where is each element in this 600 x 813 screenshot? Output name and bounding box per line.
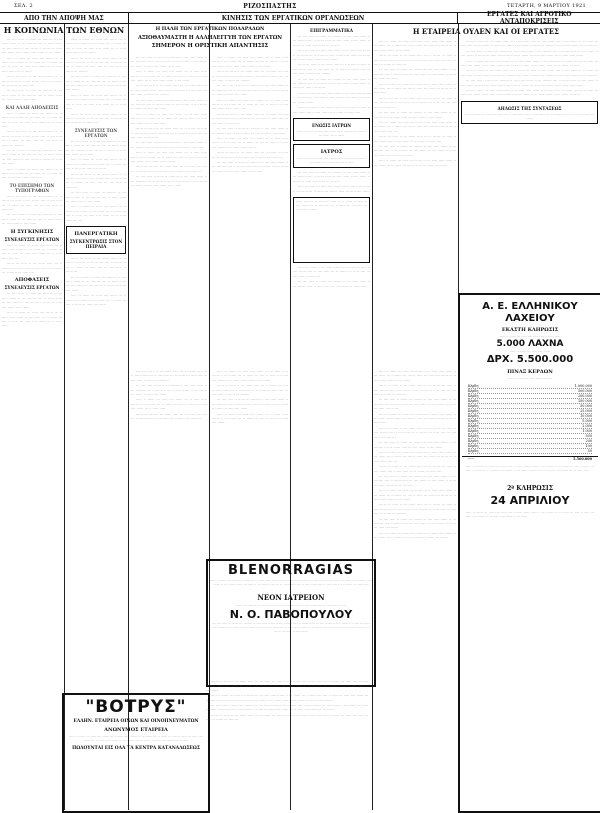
lottery-draw-date: 24 ΑΠΡΙΛΙΟΥ [490, 494, 570, 508]
lottery-row-label: Κέρδη [468, 438, 479, 443]
vatrys-ad: "ΒΟΤΡΥΣ" ΕΛΛΗΝ. ΕΤΑΙΡΕΙΑ ΟΙΝΩΝ ΚΑΙ ΟΙΝΟΠΝΕΥΜΑΤΩΝ ΑΝΩΝΥΜΟΣ ΕΤΑΙΡΕΙΑ ····· ·· ······ ··· ····· ···· ······ ··· ·· ····· ····· ······ ·· ··· ······ ··· ·· ······ ··· ···· ·· ····· ··· ····· ···· ······ ··· ·· ····· ····· ······ ·· ··· ······ ····· ·· ······ ··· ····· ···· ······ ··· ·· ····· ΠΩΛΟΥΝΤΑΙ ΕΙΣ ΟΛΑ ΤΑ ΚΕΝΤΡΑ ΚΑΤΑΝΑΛΩΣΕΩΣ [62, 693, 210, 813]
lottery-sub: ΕΚΑΣΤΗ ΚΛΗΡΩΣΙΣ [501, 327, 559, 333]
subheading: ΤΟ ΕΠΙΣΗΜΟ ΤΩΝ ΤΥΠΟΓΡΑΦΩΝ [9, 182, 55, 193]
lottery-row-label: Κέρδη [468, 443, 479, 448]
lottery-row-value: 200.000 [577, 393, 592, 398]
vatrys-line-3: ΠΩΛΟΥΝΤΑΙ ΕΙΣ ΟΛΑ ΤΑ ΚΕΝΤΡΑ ΚΑΤΑΝΑΛΩΣΕΩΣ [72, 745, 200, 751]
column-6: ····· ·· ······ ··· ····· ···· ······ ··· ·· ····· ····· ······ ·· ··· ······ ··· ·· ······ ··· ···· ·· ····· ··· ····· ···· ······ ··· ·· ····· ····· ······ ·· ··· ······ ······ ··· ····· ·· ··· ······ ····· ··· ·· ······ ··· ····· ·· ···· ······ ···· ·· ···· ····· ··· ·· ······ ··· ····· ···· ··· ···· ····· ·· ······ ··· ········ ··· ···· ····· ·· ······ ··· ········ ·· ···· ····· ······ ·· ··· ········ ···· ·· ······ ····· ··· ···· ······ ·· ···· ······ ·· ······ ··· ····· ···· ······ ····· ·· ······ ··· ····· ···· ······ ··· ·· ····· ····· ······ ·· ··· ······ ··· ·· ······ ··· ···· ·· ····· ··· ····· ···· ······ ··· ·· ····· ····· ······ ··· ····· ·· ··· ······ ····· ··· ·· ······ ··· ····· ·· ···· ······ ···· ·· ···· ····· ··· ·· ······ ··· ····· ···· ··· ···· ····· ·· ······ ··· ··· ···· ····· ·· ······ ··· ········ ·· ···· ····· ······ ·· ··· ········ ···· ·· ······ ····· ··· ···· ······ ·· ···· ······ ····· ·· ······ ··· ····· ···· ······ ··· ·· ····· ····· ······ ·· ··· ······ ··· ·· ······ ··· ···· ·· ····· ··· ····· ···· ······ ··· ·· ····· ····· ···· ··· ······ ··· ····· ·· ··· ······ ····· ··· ·· ······ ··· ····· ·· ···· ······ ···· ·· ···· ····· ··· ·· ······ ··· ····· ···· ··· ···· ····· ·· ······ ··· ········ ·· ···· ····· ······ ·· ··· ········ ···· ·· ······ ····· ··· ···· ······ ·· ···· ······ ·· ······ ··· ····· ···· ······ ··· ·· ····· ····· ·· ······ ··· ····· ···· ······ ··· ·· ····· ····· ······ ·· ··· ······ ··· ·· ······ ··· ···· ·· ····· ··· ····· ···· ······ [374, 40, 456, 168]
column-3-lower: ······ ··· ····· ·· ··· ······ ····· ··· ·· ······ ··· ····· ·· ···· ······ ···· ·· ···· ····· ··· ·· ······ ··· ····· ···· ··· ···· ····· ·· ······ ··· ········ ··· ···· ····· ·· ······ ··· ········ ·· ···· ····· ······ ·· ··· ········ ···· ·· ······ ····· ··· ···· ······ ·· ···· ······ ·· ······ ··· ····· ···· ······ ····· ·· ······ ··· ····· ···· ······ ··· ·· ····· ····· ······ ·· ··· ······ ··· ·· ······ ··· ···· ·· ····· ··· ····· ···· ······ ··· ·· ····· ····· ······ ··· ····· ·· ··· ······ ····· ··· ·· ······ ··· ····· ·· ···· ······ ···· ·· ···· ····· ··· ·· ······ ··· ····· ···· [131, 370, 207, 422]
column-rule [372, 24, 373, 810]
subheading: ΚΑΙ ΑΛΛΗ ΑΠΟΔΕΙΞΙΣ [5, 104, 59, 110]
lottery-total: 5.500.000 [573, 456, 592, 461]
headline-line-3: ΣΗΜΕΡΟΝ Η ΟΡΙΣΤΙΚΗ ΑΠΑΝΤΗΣΙΣ [151, 43, 269, 49]
column-4: ····· ·· ······ ··· ····· ···· ······ ··· ·· ····· ····· ······ ·· ··· ······ ··· ·· ······ ··· ···· ·· ····· ··· ····· ···· ······ ··· ·· ····· ····· ······ ·· ··· ······ ······ ··· ····· ·· ··· ······ ····· ··· ·· ······ ··· ····· ·· ···· ······ ···· ·· ···· ····· ··· ·· ······ ··· ····· ···· ··· ···· ····· ·· ······ ··· ········ ··· ···· ····· ·· ······ ··· ········ ·· ···· ····· ······ ·· ··· ········ ···· ·· ······ ····· ··· ···· ······ ·· ···· ······ ·· ······ ··· ····· ···· ······ ····· ·· ······ ··· ····· ···· ······ ··· ·· ····· ····· ······ ·· ··· ······ ··· ·· ······ ··· ···· ·· ····· ··· ····· ···· ······ ··· ·· ····· ····· ······ ··· ····· ·· ··· ······ ····· ··· ·· ······ ··· ····· ·· ···· ······ ···· ·· ···· ····· ··· ·· ······ ··· ····· ···· ··· ···· ····· ·· ······ ··· ··· ···· ····· ·· ······ ··· ········ ·· ···· ····· ······ ·· ··· ········ ···· ·· ······ ····· ··· ···· ······ ·· ···· ······ ····· ·· ······ ··· ····· ···· ······ ··· ·· ····· ····· ······ ·· ··· ······ ··· ·· ······ ··· ···· ·· ····· ··· ····· ···· ······ ··· ·· ····· ····· ···· ··· ······ ··· ····· ·· ··· ······ ····· ··· ·· ······ ··· ····· ·· ···· ······ ···· ·· ···· ····· ··· ·· ······ ··· ····· ···· ··· ···· ····· ·· ······ ··· ········ ·· ···· ····· ······ ·· ··· ········ ···· ·· ······ ····· ··· ···· ······ ·· ···· ······ ·· ······ ··· ····· ···· ······ ··· ·· ····· [212, 56, 288, 174]
lottery-row-label: Κέρδη [468, 433, 479, 438]
column-3: ··· ···· ····· ·· ······ ··· ········ ·· ···· ····· ······ ·· ··· ········ ···· ·· ······ ····· ··· ···· ······ ·· ···· ······ ·· ······ ··· ····· ···· ······ ··· ·· ····· ····· ·· ······ ··· ····· ···· ······ ··· ·· ····· ····· ······ ·· ··· ······ ··· ·· ······ ··· ···· ·· ····· ··· ····· ···· ······ ··· ·· ····· ····· ······ ·· ··· ······ ······ ··· ····· ·· ··· ······ ····· ··· ·· ······ ··· ····· ·· ···· ······ ···· ·· ···· ····· ··· ·· ······ ··· ····· ···· ··· ···· ····· ·· ······ ··· ········ ··· ···· ····· ·· ······ ··· ········ ·· ···· ····· ······ ·· ··· ········ ···· ·· ······ ····· ··· ···· ······ ·· ···· ······ ·· ······ ··· ····· ···· ······ ····· ·· ······ ··· ····· ···· ······ ··· ·· ····· ····· ······ ·· ··· ······ ··· ·· ······ ··· ···· ·· ····· ··· ····· ···· ······ ··· ·· ····· ····· ······ ··· ····· ·· ··· ······ ····· ··· ·· ······ ··· ····· ·· ···· ······ ···· ·· ···· ····· ··· ·· ······ ··· ····· ···· ··· ···· ····· ·· ······ ··· ··· ···· ····· ·· ······ ··· ········ ·· ···· ····· ······ ·· ··· ········ ···· ·· ······ ····· ··· ···· ······ ·· ···· ······ ····· ·· ······ ··· ····· ···· ······ ··· ·· ····· ····· ······ ·· ··· ······ ··· ·· ······ ··· ···· ·· ····· ··· ····· ···· ······ ··· ·· ····· ····· ···· ··· ······ ··· ····· ·· ··· ······ ····· ··· ·· ······ ··· ····· ·· ···· ······ ···· ·· ···· ····· ··· ·· ······ ··· ····· ···· ··· ···· ····· ·· ······ ··· ········ ·· ···· ····· ······ ·· ··· ········ ···· ·· ······ ····· ··· ···· ······ ·· ···· ······ ·· ······ ··· ····· ···· ······ ··· ·· ····· [131, 56, 207, 188]
column-4-lower: ····· ·· ······ ··· ····· ···· ······ ··· ·· ····· ····· ······ ·· ··· ······ ··· ·· ······ ··· ···· ·· ····· ··· ····· ···· ······ ··· ·· ····· ····· ······ ·· ··· ······ ······ ··· ····· ·· ··· ······ ····· ··· ·· ······ ··· ····· ·· ···· ······ ···· ·· ···· ····· ··· ·· ······ ··· ····· ···· ··· ···· ····· ·· ······ ··· ········ ··· ···· ····· ·· ······ ··· ········ ·· ···· ····· ······ ·· ··· ········ ···· ·· ······ ····· ··· ···· ······ ·· ···· ······ ·· ······ ··· ····· ···· ······ ····· ·· ······ ··· ····· ···· ······ ··· ·· ····· ····· ······ ·· ··· ······ ··· ·· ······ ··· ···· ·· ····· ··· ····· ···· ······ [212, 370, 288, 426]
column-2: ····· ·· ······ ··· ····· ···· ······ ··· ·· ····· ····· ······ ·· ··· ······ ··· ·· ······ ··· ···· ·· ····· ··· ····· ···· ······ ··· ·· ····· ····· ······ ·· ··· ······ ······ ··· ····· ·· ··· ······ ····· ··· ·· ······ ··· ····· ·· ···· ······ ···· ·· ···· ····· ··· ·· ······ ··· ····· ···· ··· ···· ····· ·· ······ ··· ········ ··· ···· ····· ·· ······ ··· ········ ·· ···· ····· ······ ·· ··· ········ ···· ·· ······ ····· ··· ···· ······ ·· ···· ······ ·· ······ ··· ····· ···· ······ ····· ·· ······ ··· ····· ···· ······ ··· ·· ····· ····· ······ ·· ··· ······ ··· ·· ······ ··· ···· ·· ····· ··· ····· ···· ······ ··· ·· ····· ····· ······ ··· ····· ·· ··· ······ ····· ··· ·· ······ ··· ····· ·· ···· ······ ···· ·· ···· ····· ··· ·· ······ ··· ····· ···· ΣΥΝΕΛΕΥΣΙΣ ΤΩΝ ΕΡΓΑΤΩΝ ··· ···· ····· ·· ······ ··· ········ ·· ···· ····· ······ ·· ··· ········ ···· ·· ······ ····· ··· ···· ······ ·· ···· ······ ·· ······ ··· ····· ···· ······ ··· ·· ····· ····· ·· ······ ··· ····· ···· ······ ··· ·· ····· ····· ······ ·· ··· ······ ··· ·· ······ ··· ···· ·· ····· ··· ····· ···· ······ ······ ··· ····· ·· ··· ······ ····· ··· ·· ······ ··· ····· ·· ···· ······ ···· ·· ···· ····· ··· ·· ······ ··· ····· ···· ··· ···· ····· ·· ······ ··· ··· ···· ····· ·· ······ ··· ········ ·· ···· ····· ······ ·· ··· ········ ···· ·· ······ ····· ··· ···· ······ ·· ···· ······ ····· ·· ······ ··· ····· ···· ······ ··· ·· ····· ····· ······ ·· ··· ······ ··· ·· ······ ··· ···· ·· ····· ··· ····· ···· ······ ··· ·· ····· ····· ···· ··· ΠΑΝΕΡΓΑΤΙΚΗ ΣΥΓΚΕΝΤΡΩΣΙΣ ΣΤΟΝ ΠΕΙΡΑΙΑ ······ ··· ····· ·· ··· ······ ····· ··· ·· ······ ··· ····· ·· ···· ······ ···· ·· ···· ····· ··· ·· ······ ··· ····· ···· ··· ···· ····· ·· ······ ··· ··· ···· ····· ·· ······ ··· ········ ·· ···· ····· ······ ·· ··· ········ ···· ·· ······ ····· ··· ···· ······ ·· ···· ······ ·· ······ ··· ····· ···· ······ ····· ·· ······ ··· ····· ···· ······ ··· ·· ····· ····· ······ ·· ··· ······ ··· ·· ······ ··· ···· ·· ····· ··· ····· ···· ······ [66, 38, 126, 308]
subheading: ΑΠΟΦΑΣΕΙΣ [14, 277, 50, 284]
lottery-draw: 2ª ΚΛΗΡΩΣΙΣ [507, 485, 553, 493]
subheading: ΣΥΓΚΕΝΤΡΩΣΙΣ ΣΤΟΝ ΠΕΙΡΑΙΑ [69, 239, 123, 250]
lottery-row-label: Κέρδη [468, 388, 479, 393]
lottery-row-label: Κέρδη [468, 428, 479, 433]
lottery-row-label: Κέρδη [468, 398, 479, 403]
lottery-title: Α. Ε. ΕΛΛΗΝΙΚΟΥ ΛΑΧΕΙΟΥ [482, 301, 578, 324]
lottery-amount-2: ΔΡΧ. 5.500.000 [486, 354, 574, 366]
vatrys-line-2: ΑΝΩΝΥΜΟΣ ΕΤΑΙΡΕΙΑ [104, 726, 168, 733]
vatrys-brand: "ΒΟΤΡΥΣ" [85, 697, 187, 717]
subheading: ΕΠΙΓΡΑΜΜΑΤΙΚΑ [310, 28, 353, 33]
section-bar [0, 13, 600, 24]
lottery-prize-table [462, 382, 598, 456]
newspaper-title: ΡΙΖΟΣΠΑΣΤΗΣ [243, 2, 297, 10]
lottery-total-row: ····· 5.500.000 [462, 456, 598, 461]
lottery-row-label: Κέρδη [468, 423, 479, 428]
lottery-row-label: Κέρδη [468, 383, 479, 388]
ad-title: BLENORRAGIAS [227, 563, 355, 578]
subheading: ΕΝΩΣΙΣ ΙΑΤΡΩΝ [311, 122, 352, 128]
lottery-ad: Α. Ε. ΕΛΛΗΝΙΚΟΥ ΛΑΧΕΙΟΥ ΕΚΑΣΤΗ ΚΛΗΡΩΣΙΣ ····· ·· ······ ··· ····· ···· ······ ··· ·· ····· ····· 5.000 ΛΑΧΝΑ ····· ·· ······ ··· ····· ···· ······ ΔΡΧ. 5.500.000 ΠΙΝΑΞ ΚΕΡΔΩΝ ····· ·· ······ ··· ····· ···· ······ ··· Κέρδη 1.000.000 Κέρδη 500.000 Κέρδη 200.000 Κέρδη 100.000 Κέρδη 50.000 Κέρδη 25.000 Κέρδη 10.000 Κέρδη 5.000 Κέρδη 2.000 Κέρδη 1.000 Κέρδη 500 Κέρδη 200 Κέρδη 100 Κέρδη 50 ····· 5.500.000 ····· ·· ······ ··· ····· ···· ······ ··· ·· ····· ····· ······ ·· ··· ······ ··· ·· ······ ··· ···· ·· ····· ··· ····· ···· ······ ··· ·· ····· ····· ······ ·· ··· ······ ····· ·· ······ ··· ····· ···· ······ ··· ·· ····· ····· 2ª ΚΛΗΡΩΣΙΣ 24 ΑΠΡΙΛΙΟΥ ····· ·· ······ ··· ····· ···· ······ ··· ·· ····· ····· ······ ·· ··· ······ ··· ·· ······ ··· ···· ·· ····· ··· ····· ···· ······ ··· ·· ····· ····· ······ ·· ··· ······ [458, 293, 600, 813]
notice-box [66, 226, 126, 254]
lottery-row [468, 449, 592, 454]
subheading: ΣΥΝΕΛΕΥΣΙΣ ΕΡΓΑΤΩΝ [4, 285, 60, 291]
col6-headline: Η ΕΤΑΙΡΕΙΑ ΟΥΛΕΝ ΚΑΙ ΟΙ ΕΡΓΑΤΕΣ [412, 27, 560, 36]
lead-headline: Η ΚΟΙΝΩΝΙΑ ΤΩΝ ΕΘΝΩΝ [3, 25, 125, 35]
subheading: ΠΑΝΕΡΓΑΤΙΚΗ [74, 231, 118, 238]
lottery-table-title: ΠΙΝΑΞ ΚΕΡΔΩΝ [507, 369, 553, 376]
ad-subtitle: ΝΕΟΝ ΙΑΤΡΕΙΟΝ [257, 592, 325, 602]
lottery-row-value: 2.000 [582, 423, 592, 428]
doctor-ad-title: ΙΑΤΡΟΣ [320, 148, 343, 155]
column-5: ΕΠΙΓΡΑΜΜΑΤΙΚΑ ··· ···· ····· ·· ······ ··· ········ ·· ···· ····· ······ ·· ··· ········ ···· ·· ······ ····· ··· ···· ······ ·· ···· ······ ·· ······ ··· ····· ···· ······ ··· ·· ····· ····· ·· ······ ··· ····· ···· ······ ··· ·· ····· ····· ······ ·· ··· ······ ··· ·· ······ ··· ···· ·· ····· ··· ····· ···· ······ ··· ·· ····· ····· ······ ·· ··· ······ ······ ··· ····· ·· ··· ······ ····· ··· ·· ······ ··· ····· ·· ···· ······ ···· ·· ···· ····· ··· ·· ······ ··· ····· ···· ··· ···· ····· ·· ······ ··· ········ ··· ···· ····· ·· ······ ··· ········ ·· ···· ····· ······ ·· ··· ········ ···· ·· ······ ····· ··· ···· ······ ·· ···· ······ ·· ······ ··· ····· ···· ······ ····· ·· ······ ··· ····· ···· ······ ··· ·· ····· ····· ······ ·· ··· ······ ··· ·· ······ ··· ···· ·· ····· ··· ····· ···· ······ ··· ·· ····· ····· ······ ··· ····· ·· ··· ······ ····· ··· ·· ······ ··· ····· ·· ···· ······ ···· ·· ···· ····· ··· ·· ······ ··· ····· ···· ΕΝΩΣΙΣ ΙΑΤΡΩΝ ····· ·· ······ ··· ····· ···· ······ ··· ·· ····· ····· ······ ·· ··· ······ ··· ·· ······ ΙΑΤΡΟΣ ····· ·· ······ ··· ····· ···· ······ ··· ·· ····· ····· ······ ·· ··· ······ ··· ·· ······ ··· ···· ·· ····· ··· ···· ····· ·· ······ ··· ········ ·· ···· ····· ······ ·· ··· ········ ···· ·· ······ ····· ··· ···· ······ ·· ···· ······ ·· ······ ··· ····· ···· ······ ··· ·· ····· ····· ·· ······ ··· ····· ···· ······ ··· ·· ····· ····· ······ ·· ··· ······ ··· ·· ······ ··· ···· ·· ····· ··· ····· ···· ······ ······ ··· ····· ·· ··· ······ ····· ··· ·· ······ ··· ····· ·· ···· ······ ···· ·· ···· ····· ··· ·· ······ ··· ····· ···· ··· ···· ····· ·· ······ ······ ··· ····· ·· ··· ······ ····· ··· ·· ······ ··· ····· ·· ···· ······ ···· ·· ···· ····· ··· ·· ······ ··· ····· ···· ··· ···· ····· ·· ······ ··· ··· ···· ····· ·· ······ ··· ········ ·· ···· ····· ······ ·· ··· ········ ···· ·· ······ ····· ··· ···· ······ ·· ···· ······ [293, 28, 370, 289]
editorial-notice: ΔΗΛΩΣΙΣ ΤΗΣ ΣΥΝΤΑΞΕΩΣ ····· ·· ······ ··· ····· ···· ······ ··· ·· ····· ····· ······ ·· ··· ······ ··· ·· ······ ··· ···· ·· ····· ··· ····· ···· ······ [461, 101, 598, 124]
lottery-amount-1: 5.000 ΛΑΧΝΑ [496, 339, 564, 350]
lower-text-block: ······ ··· ····· ·· ··· ······ ····· ··· ·· ······ ··· ····· ·· ···· ······ ···· ·· ···· ····· ··· ·· ······ ··· ····· ···· ··· ···· ····· ·· ······ ··· ········ ···· ····· ·· ······ ··· ········ ·· ···· ····· ······ ·· ··· ········ ···· ·· ······ ····· ··· ···· ······ ·· ···· ······ ····· ·· ······ ··· ····· ···· ······ ··· ·· ····· ····· ······ ·· ··· ······ ··· ·· ······ ··· ···· ·· ····· ··· ····· ···· ······ ··· ·· ····· ····· ······ ·· ··· ······ ······ ··· ····· ·· ··· ······ ····· ··· ·· ······ ··· ····· ·· ···· ······ ··· ···· ····· ·· ······ ··· ········ ·· ···· ····· ······ ·· ··· ········ ···· ·· ······ ····· ··· ···· ······ ·· ···· ······ ·· ······ ··· ····· ···· ······ ··· ·· ····· ····· ·· ······ ··· ····· ···· ······ ··· ·· ····· ····· ······ ·· ··· ······ ······ ··· ····· ·· ··· ······ ····· ··· ·· ······ ··· ····· ·· ···· ······ ···· ·· ···· ····· ··· ·· ······ ··· ····· ···· ··· ···· ····· ·· ······ ··· ········ [206, 680, 368, 723]
lottery-row-value: 5.000 [582, 418, 592, 423]
section-left: ΑΠΟ ΤΗΝ ΑΠΟΨΗ ΜΑΣ [0, 13, 129, 23]
lottery-row-label: Κέρδη [468, 418, 479, 423]
lottery-row-label: Κέρδη [468, 408, 479, 413]
headline-line-2: ΑΞΙΟΘΑΥΜΑΣΤΗ Η ΑΛΛΗΛΕΓΓΥΗ ΤΩΝ ΕΡΓΑΤΩΝ [137, 34, 283, 41]
lottery-row-value: 500.000 [577, 388, 592, 393]
lottery-row-label: Κέρδη [468, 403, 479, 408]
subheading: ΔΗΛΩΣΙΣ ΤΗΣ ΣΥΝΤΑΞΕΩΣ [497, 105, 562, 111]
lottery-row-value: 50 [587, 448, 592, 453]
ad-doctor: Ν. Ο. ΠΑΒΟΠΟΥΛΟΥ [229, 607, 353, 621]
section-center: ΚΙΝΗΣΙΣ ΤΩΝ ΕΡΓΑΤΙΚΩΝ ΟΡΓΑΝΩΣΕΩΝ [129, 13, 459, 23]
lottery-row-label: Κέρδη [468, 393, 479, 398]
middle-headline [131, 25, 289, 53]
lottery-row-value: 100.000 [577, 398, 592, 403]
lottery-row-value: 50.000 [580, 403, 592, 408]
headline-line-1: Η ΠΑΛΗ ΤΩΝ ΕΡΓΑΤΙΚΩΝ ΠΟΔΑΡΑΔΩΝ [155, 26, 265, 32]
lottery-row-label: Κέρδη [468, 413, 479, 418]
lottery-row-value: 1.000.000 [574, 383, 592, 388]
vatrys-line-1: ΕΛΛΗΝ. ΕΤΑΙΡΕΙΑ ΟΙΝΩΝ ΚΑΙ ΟΙΝΟΠΝΕΥΜΑΤΩΝ [73, 719, 199, 724]
subheading: ΣΥΝΕΛΕΥΣΙΣ ΕΡΓΑΤΩΝ [4, 236, 60, 242]
lottery-row-value: 25.000 [580, 408, 592, 413]
lottery-row-value: 10.000 [580, 413, 592, 418]
col6-header [374, 25, 598, 37]
union-notice: ΕΝΩΣΙΣ ΙΑΤΡΩΝ ····· ·· ······ ··· ····· ···· ······ ··· ·· ····· ····· ······ ·· ··· ······ ··· ·· ······ [293, 118, 370, 141]
lottery-row-value: 500 [585, 433, 592, 438]
blennorrhea-ad: BLENORRAGIAS ····· ·· ······ ··· ····· ···· ······ ··· ·· ····· ····· ······ ·· ··· ······ ··· ·· ······ ··· ···· ·· ····· ··· ····· ···· ······ ··· ·· ····· ····· ······ ·· ··· ······ ······ ··· ····· ·· ··· ······ ····· ··· ·· ······ ··· ····· ·· ···· ······ ···· ·· ···· ····· ··· ·· ······ ··· ····· ···· ΝΕΟΝ ΙΑΤΡΕΙΟΝ ······ ··· ····· ·· ··· ······ ····· ··· ·· ······ ··· ····· ·· ···· ······ ···· ·· ···· ····· ··· ··· Ν. Ο. ΠΑΒΟΠΟΥΛΟΥ ··· ···· ····· ·· ······ ··· ········ ·· ···· ····· ······ ·· ··· ········ ···· ·· ······ ····· ··· ···· ······ ·· ···· ······ ·· ······ ··· ····· ···· ······ ··· ·· ····· ····· ·· ······ ··· ····· ···· ······ ··· ·· ····· ····· ······ ·· ··· ······ ······ ··· ····· ·· ··· ······ ····· ··· ·· ······ ··· ····· ·· ···· ······ [206, 559, 376, 687]
page-number: ΣΕΛ. 2 [14, 3, 33, 9]
subheading: ΣΥΝΕΛΕΥΣΙΣ ΤΩΝ ΕΡΓΑΤΩΝ [74, 127, 118, 138]
column-5b: ····· ·· ······ ··· ····· ···· ······ ··· ·· ····· ····· ······ ·· ··· ······ ··· ·· ······ ··· ···· ·· ····· ··· ····· ···· ······ ··· ·· ····· ····· ······ ·· ··· ······ ······ ··· ····· ·· ··· ······ ····· ··· ·· ······ ··· ····· ·· ···· ······ ···· ·· ···· ····· ··· ·· ······ ··· ····· ···· ··· ···· ····· ·· ······ ··· ········ ··· ···· ····· ·· ······ ··· ········ ·· ···· ····· ······ ·· ··· ········ ···· ·· ······ ····· ··· ···· ······ ·· ···· ······ ·· ······ ··· ····· ···· ······ ····· ·· ······ ··· ····· ···· ······ ··· ·· ····· ····· ······ ·· ··· ······ ··· ·· ······ ··· ···· ·· ····· ··· ····· ···· ······ ··· ·· ····· ····· ······ ··· ····· ·· ··· ······ ····· ··· ·· ······ ··· ····· ·· ···· ······ ···· ·· ···· ····· ··· ·· ······ ··· ····· ···· ··· ···· ····· ·· ······ ··· ··· ···· ····· ·· ······ ··· ········ ·· ···· ····· ······ ·· ··· ········ ···· ·· ······ ····· ··· ···· ······ ·· ···· ······ ····· ·· ······ ··· ····· ···· ······ ··· ·· ····· ····· ······ ·· ··· ······ ··· ·· ······ ··· ···· ·· ····· ··· ····· ···· ······ ··· ·· ····· ····· ···· ··· ······ ··· ····· ·· ··· ······ ····· ··· ·· ······ ··· ····· ·· ···· ······ ···· ·· ···· ····· ··· ·· ······ ··· ····· ···· ··· ···· ····· ·· ······ ··· ········ ·· ···· ····· ······ ·· ··· ········ ···· ·· ······ ····· ··· ···· ······ ·· ···· ······ ·· ······ ··· ····· ···· ······ ··· ·· ····· ····· ·· ······ ··· ····· ···· ······ ··· ·· ····· ····· ······ ·· ··· ······ ··· ·· ······ ··· ···· ·· ····· ··· ····· ···· ······ ··· ·· ····· ····· ······ ·· ··· ······ ······ ··· ····· ·· ··· ······ ····· ··· ·· ······ ··· ····· ·· ···· ······ ···· ·· ···· ····· ··· ·· ······ ··· ····· ···· ··· ···· ····· ·· ······ ··· ········ ··· ···· ····· ·· ······ ··· ········ ·· ···· ····· ······ ·· ··· ········ ···· ·· ······ ····· ··· ···· ······ ·· ···· ······ ·· ······ ··· ····· ···· ······ ····· ·· ······ ··· ····· ···· ······ ··· ·· ····· ····· ······ ·· ··· ······ ··· ·· ······ ··· ···· ·· ····· ··· ····· ···· ······ [374, 370, 456, 541]
lottery-row-label: Κέρδη [468, 448, 479, 453]
lottery-row-value: 1.000 [582, 428, 592, 433]
lottery-row-value: 100 [585, 443, 592, 448]
subheading: Η ΣΥΓΚΙΝΗΣΙΣ [10, 228, 54, 235]
column-1: ··· ···· ····· ·· ······ ··· ········ ·· ···· ····· ······ ·· ··· ········ ···· ·· ······ ····· ··· ···· ······ ·· ···· ······ ·· ······ ··· ····· ···· ······ ··· ·· ····· ····· ······ ·· ··· ······ ····· ·· ······ ··· ····· ···· ······ ··· ·· ····· ····· ······ ·· ··· ······ ··· ·· ······ ··· ···· ·· ····· ··· ····· ···· ······ ··· ·· ····· ····· ······ ·· ··· ······ ······ ··· ····· ·· ··· ······ ····· ··· ·· ······ ··· ····· ·· ···· ······ ···· ·· ···· ····· ··· ·· ······ ··· ····· ···· ··· ···· ····· ·· ······ ··· ········ ·· ···· ····· ······ ·· ··· ········ ···· ·· ······ ····· ··· ···· ······ ·· ···· ······ ΚΑΙ ΑΛΛΗ ΑΠΟΔΕΙΞΙΣ ····· ·· ······ ··· ····· ···· ······ ··· ·· ····· ····· ······ ·· ··· ······ ··· ·· ······ ··· ···· ·· ····· ··· ····· ···· ······ ··· ·· ····· ····· ······ ··· ····· ·· ··· ······ ····· ··· ·· ······ ··· ····· ·· ···· ······ ···· ·· ···· ····· ··· ·· ······ ··· ····· ···· ··· ···· ····· ·· ······ ··· ········ ··· ···· ····· ·· ······ ··· ········ ·· ···· ····· ······ ·· ··· ········ ···· ·· ······ ····· ··· ···· ······ ·· ···· ······ ·· ······ ··· ····· ···· ······ ····· ·· ······ ··· ····· ···· ······ ··· ·· ····· ····· ······ ·· ··· ······ ··· ·· ······ ··· ···· ·· ····· ··· ····· ···· ······ ΤΟ ΕΠΙΣΗΜΟ ΤΩΝ ΤΥΠΟΓΡΑΦΩΝ ······ ··· ····· ·· ··· ······ ····· ··· ·· ······ ··· ····· ·· ···· ······ ···· ·· ···· ····· ··· ·· ······ ··· ····· ···· ··· ···· ····· ·· ······ ··· ··· ···· ····· ·· ······ ··· ········ ·· ···· ····· ······ ·· ··· ········ ···· ·· ······ ····· ··· ···· ······ ·· ···· ······ Η ΣΥΓΚΙΝΗΣΙΣ ΣΥΝΕΛΕΥΣΙΣ ΕΡΓΑΤΩΝ ····· ·· ······ ··· ····· ···· ······ ··· ·· ····· ····· ······ ·· ··· ······ ··· ·· ······ ··· ···· ·· ····· ··· ····· ···· ······ ··· ·· ····· ····· ···· ··· ······ ··· ····· ·· ··· ······ ····· ··· ·· ······ ··· ····· ·· ···· ······ ···· ·· ···· ····· ··· ·· ······ ··· ····· ···· ΑΠΟΦΑΣΕΙΣ ΣΥΝΕΛΕΥΣΙΣ ΕΡΓΑΤΩΝ ··· ···· ····· ·· ······ ··· ········ ·· ···· ····· ······ ·· ··· ········ ···· ·· ······ ····· ··· ···· ······ ·· ···· ······ ·· ······ ··· ····· ···· ······ ··· ·· ····· ····· ·· ······ ··· ····· ···· ······ ··· ·· ····· ····· ······ ·· ··· ······ ··· ·· ······ ··· ···· ·· ····· ··· ····· ···· ······ ··· ·· ····· ····· [2, 38, 62, 329]
issue-date: ΤΕΤΑΡΤΗ, 9 ΜΑΡΤΙΟΥ 1921 [507, 3, 586, 9]
doctor-ad: ΙΑΤΡΟΣ ····· ·· ······ ··· ····· ···· ······ ··· ·· ····· ····· ······ ·· ··· ······ ··· ·· ······ ··· ···· ·· ····· [293, 144, 370, 168]
small-ad-box: ······ ··· ····· ·· ··· ······ ····· ··· ·· ······ ··· ····· ·· ···· ······ ···· ·· ···· ····· ··· ·· ······ ··· ····· ···· ··· ···· ····· ·· ······ [293, 197, 370, 263]
lottery-row-value: 200 [585, 438, 592, 443]
section-right: ΕΡΓΑΤΕΣ ΚΑΙ ΑΓΡΟΤΙΚΟ ΑΝΤΑΠΟΚΡΙΣΕΙΣ [486, 11, 572, 25]
column-7: ······ ··· ····· ·· ··· ······ ····· ··· ·· ······ ··· ····· ·· ···· ······ ···· ·· ···· ····· ··· ·· ······ ··· ····· ···· ··· ···· ····· ·· ······ ··· ········ ···· ····· ·· ······ ··· ········ ·· ···· ····· ······ ·· ··· ········ ··· ···· ····· ·· ······ ··· ········ ·· ···· ····· ······ ·· ··· ········ ···· ·· ······ ····· ··· ···· ······ ·· ···· ······ ·· ······ ··· ····· ···· ······ ····· ·· ······ ··· ····· ···· ······ ··· ·· ····· ····· ······ ····· ·· ······ ··· ····· ···· ······ ··· ·· ····· ····· ······ ·· ··· ······ ··· ·· ······ ··· ···· ·· ····· ··· ····· ···· ······ ··· ·· ····· ····· ······ ······ ··· ····· ·· ··· ······ ····· ··· ·· ······ ··· ····· ······ ··· ····· ·· ··· ······ ····· ··· ·· ······ ··· ····· ·· ···· ······ ···· ·· ···· ····· ··· ·· ······ ··· ····· ···· ··· ···· ····· ·· ······ ··· ········ ···· ····· ·· ······ ··· ········ ·· ···· ····· ······ ·· ··· ········ ··· ···· ····· ·· ······ ··· ········ ·· ···· ····· ······ ·· ··· ········ ···· ·· ······ ····· ··· ···· ······ ·· ···· ······ ·· ······ ··· ····· ···· ······ ····· ·· ······ ··· ····· ···· ······ ··· ·· ····· ····· ······ ····· ·· ······ ··· ····· ···· ······ ··· ·· ····· ····· ······ ·· ··· ······ ··· ·· ······ ··· ···· ·· ····· ··· ····· ···· ······ ··· ·· ····· ····· ······ ······ ··· ····· ·· ··· ······ ····· ··· ·· ······ ··· ····· ΔΗΛΩΣΙΣ ΤΗΣ ΣΥΝΤΑΞΕΩΣ ····· ·· ······ ··· ····· ···· ······ ··· ·· ····· ····· ······ ·· ··· ······ ··· ·· ······ ··· ···· ·· ····· ··· ····· ···· ······ [461, 40, 598, 280]
